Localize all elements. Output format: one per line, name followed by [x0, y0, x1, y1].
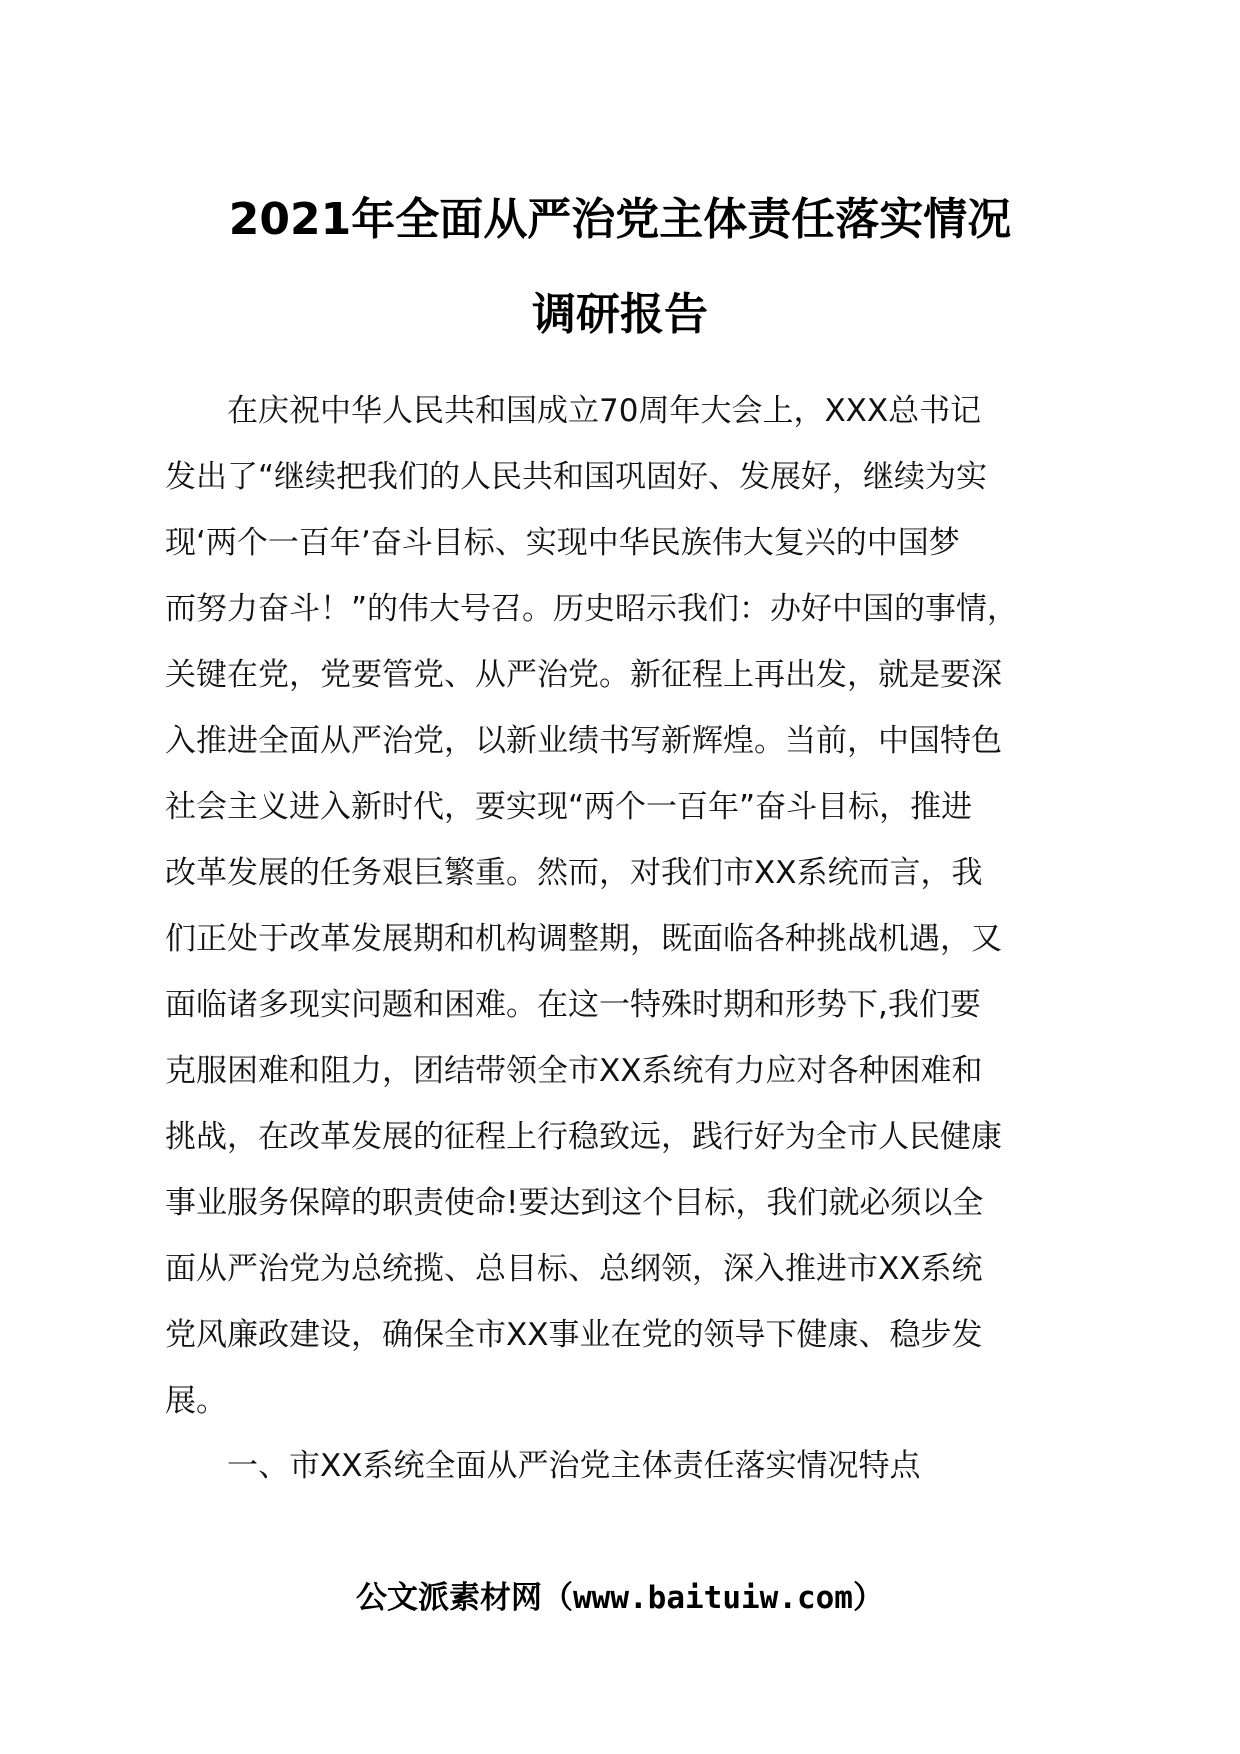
- document-title-line-1: 2021年全面从严治党主体责任落实情况: [228, 194, 1012, 245]
- paragraph-line: 改革发展的任务艰巨繁重。然而，对我们市XX系统而言，我: [165, 855, 983, 891]
- paragraph-line: 事业服务保障的职责使命!要达到这个目标，我们就必须以全: [165, 1185, 984, 1221]
- paragraph-line: 们正处于改革发展期和机构调整期，既面临各种挑战机遇，又: [165, 921, 1002, 957]
- footer-watermark: [0, 1568, 1240, 1628]
- paragraph-line: 面临诸多现实问题和困难。在这一特殊时期和形势下,我们要: [165, 987, 981, 1023]
- paragraph-line: 克服困难和阻力，团结带领全市XX系统有力应对各种困难和: [165, 1053, 983, 1089]
- paragraph-line: 在庆祝中华人民共和国成立70周年大会上，XXX总书记: [227, 393, 982, 429]
- paragraph-line: 挑战，在改革发展的征程上行稳致远，践行好为全市人民健康: [165, 1119, 1002, 1155]
- paragraph-line: 关键在党，党要管党、从严治党。新征程上再出发，就是要深: [165, 657, 1002, 693]
- footer-site-name: 公文派素材网（: [356, 1580, 574, 1616]
- paragraph-line: 发出了“继续把我们的人民共和国巩固好、发展好，继续为实: [165, 459, 988, 495]
- paragraph-line: 社会主义进入新时代，要实现“两个一百年”奋斗目标，推进: [165, 789, 973, 825]
- paragraph-line: 党风廉政建设，确保全市XX事业在党的领导下健康、稳步发: [165, 1317, 983, 1353]
- paragraph-line: 展。: [165, 1383, 227, 1419]
- document-title-line-2: 调研报告: [532, 289, 708, 340]
- paragraph-line: 而努力奋斗！”的伟大号召。历史昭示我们：办好中国的事情，: [165, 591, 1019, 627]
- footer-close-paren: ）: [852, 1580, 884, 1616]
- section-heading: 一、市XX系统全面从严治党主体责任落实情况特点: [227, 1448, 921, 1484]
- paragraph-line: 现‘两个一百年’奋斗目标、实现中华民族伟大复兴的中国梦: [165, 525, 960, 561]
- footer-url[interactable]: www.baituiw.com: [573, 1580, 853, 1616]
- paragraph-line: 面从严治党为总统揽、总目标、总纲领，深入推进市XX系统: [165, 1251, 983, 1287]
- paragraph-line: 入推进全面从严治党，以新业绩书写新辉煌。当前，中国特色: [165, 723, 1002, 759]
- document-body-paragraph: [165, 378, 1085, 1434]
